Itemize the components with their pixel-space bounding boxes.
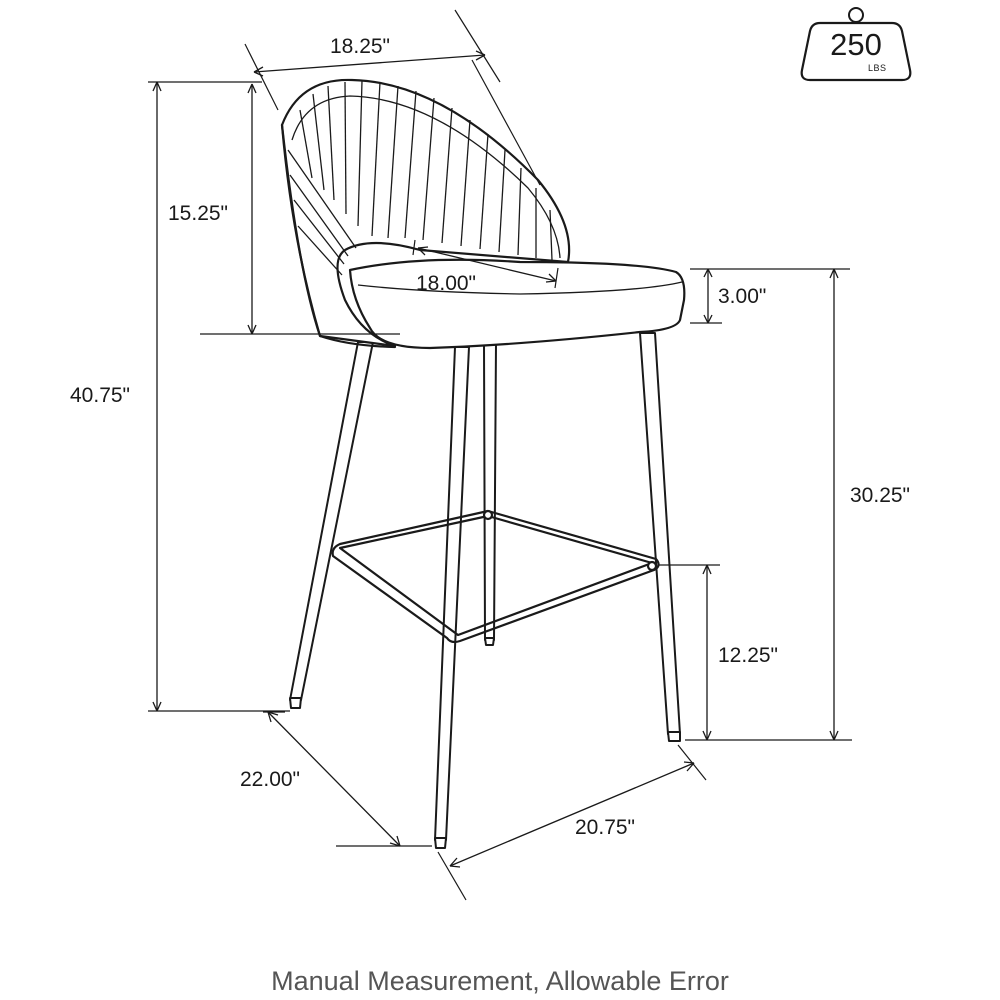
front-right-leg	[640, 333, 680, 734]
label-seat-depth: 18.00"	[416, 272, 477, 295]
label-seat-height: 30.25"	[850, 484, 911, 507]
weight-capacity-unit: LBS	[868, 63, 887, 73]
label-seat-thickness: 3.00"	[718, 285, 767, 308]
label-back-height: 15.25"	[168, 202, 229, 225]
front-left-leg	[290, 342, 373, 700]
label-footrest-height: 12.25"	[718, 644, 779, 667]
label-base-depth: 22.00"	[240, 768, 301, 791]
label-total-height: 40.75"	[70, 384, 131, 407]
label-back-width: 18.25"	[330, 35, 391, 58]
measurement-note: Manual Measurement, Allowable Error	[271, 966, 729, 996]
front-center-leg	[435, 347, 469, 840]
seat-body	[350, 260, 684, 348]
stool-legs	[290, 333, 680, 848]
foot-cap-right	[668, 732, 680, 741]
back-right-leg	[484, 343, 496, 640]
foot-cap-front	[435, 838, 446, 848]
weight-capacity-value: 250	[830, 27, 882, 62]
foot-cap-back	[485, 638, 494, 645]
foot-cap-left	[290, 698, 301, 708]
label-base-width: 20.75"	[575, 816, 636, 839]
